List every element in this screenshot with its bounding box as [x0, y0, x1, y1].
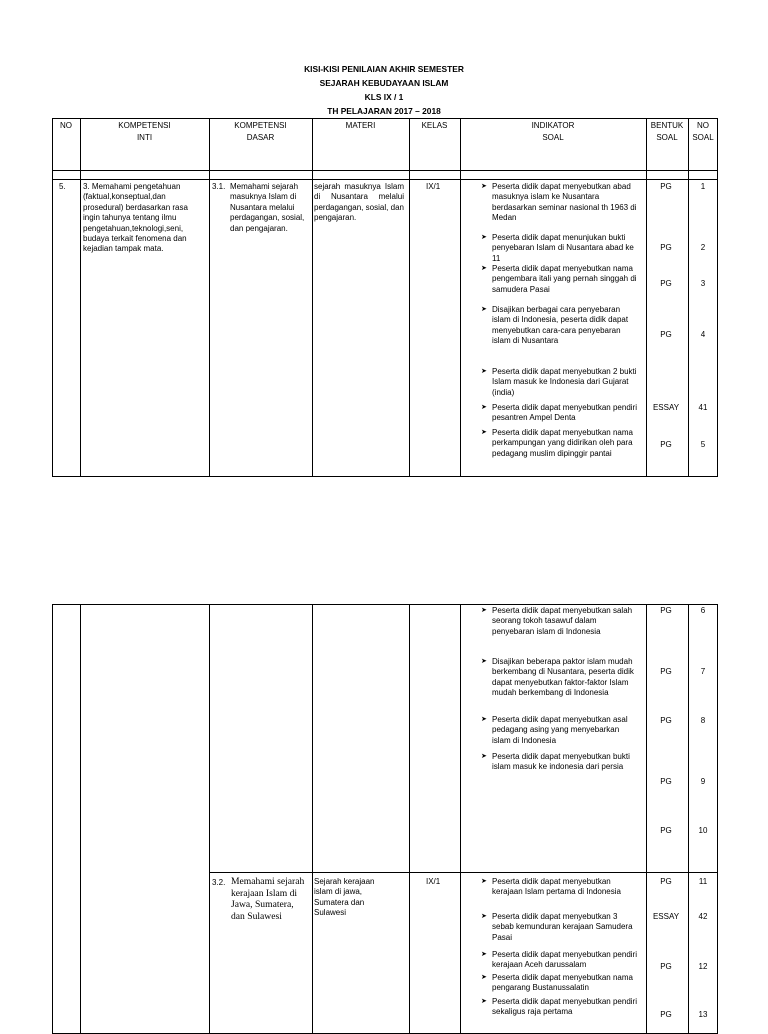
indicator-item: ➤ Peserta didik dapat menyebutkan pendiri sekaligus raja pertama	[481, 997, 637, 1017]
header-year: TH PELAJARAN 2017 – 2018	[327, 106, 441, 116]
row3-kelas: IX/1	[426, 877, 441, 886]
indicator-item: ➤ Disajikan berbagai cara penyebaran islam di Indonesia, peserta didik dapat menyebutkan cara-cara penyebaran islam di Nusantara	[481, 305, 629, 346]
row3-materi: Sejarah kerajaan islam di jawa, Sumatera dan Sulawesi	[314, 877, 375, 918]
indicator-item: ➤ Peserta didik dapat menyebutkan nama pengarang Bustanussalatin	[481, 973, 633, 993]
no-soal: 13	[698, 1010, 708, 1019]
indicator-item: ➤ Peserta didik dapat menyebutkan nama pengembara itali yang pernah singgah di samudera Pasai	[481, 264, 637, 294]
bentuk-soal: PG	[660, 243, 672, 252]
bentuk-soal: PG	[660, 667, 672, 676]
row1-kompetensi-inti: 3. Memahami pengetahuan (faktual,konseptual,dan prosedural) berdasarkan rasa ingin tahunya tentang ilmu pengetahuan,teknologi,seni, budaya terkait fenomena dan kejadian tampak mata.	[83, 182, 188, 254]
indicator-item: ➤ Peserta didik dapat menunjukan bukti penyebaran Islam di Nusantara abad ke 11	[481, 233, 634, 263]
no-soal: 1	[700, 182, 706, 191]
bentuk-soal: ESSAY	[652, 403, 680, 412]
row1-kelas: IX/1	[426, 182, 441, 191]
no-soal: 9	[700, 777, 706, 786]
col-header-materi: MATERI	[345, 121, 376, 130]
row3-kompetensi-dasar: Memahami sejarah kerajaan Islam di Jawa, Sumatera, dan Sulawesi	[231, 876, 305, 922]
bentuk-soal: PG	[660, 877, 672, 886]
header-class: KLS IX / 1	[364, 92, 404, 102]
row1-kd-number: 3.1.	[212, 182, 226, 191]
row3-kd-number: 3.2.	[212, 878, 226, 887]
indicator-item: ➤ Peserta didik dapat menyebutkan kerajaan Islam pertama di Indonesia	[481, 877, 621, 897]
no-soal: 10	[698, 826, 708, 835]
header-subject: SEJARAH KEBUDAYAAN ISLAM	[319, 78, 449, 88]
no-soal: 12	[698, 962, 708, 971]
bentuk-soal: PG	[660, 182, 672, 191]
header-title: KISI-KISI PENILAIAN AKHIR SEMESTER	[304, 64, 464, 74]
bentuk-soal: PG	[660, 606, 672, 615]
bentuk-soal: PG	[660, 279, 672, 288]
bentuk-soal: PG	[660, 716, 672, 725]
no-soal: 6	[700, 606, 706, 615]
no-soal: 4	[700, 330, 706, 339]
bentuk-soal: PG	[660, 440, 672, 449]
no-soal: 8	[700, 716, 706, 725]
bentuk-soal: PG	[660, 962, 672, 971]
indicator-item: ➤ Peserta didik dapat menyebutkan 2 bukti Islam masuk ke Indonesia dari Gujarat (india)	[481, 367, 637, 397]
col-header-no-soal: NO SOAL	[692, 121, 714, 142]
indicator-item: ➤ Peserta didik dapat menyebutkan 3 sebab kemunduran kerajaan Samudera Pasai	[481, 912, 633, 942]
col-header-bentuk-soal: BENTUK SOAL	[650, 121, 684, 142]
indicator-item: ➤ Peserta didik dapat menyebutkan asal pedagang asing yang menyebarkan islam di Indonesia	[481, 715, 628, 745]
col-header-kompetensi-dasar: KOMPETENSI DASAR	[234, 121, 287, 142]
no-soal: 7	[700, 667, 706, 676]
col-header-no: NO	[60, 121, 72, 130]
bentuk-soal: PG	[660, 330, 672, 339]
col-header-kelas: KELAS	[421, 121, 448, 130]
indicator-item: ➤ Peserta didik dapat menyebutkan abad masuknya islam ke Nusantara berdasarkan seminar nasional th 1963 di Medan	[481, 182, 637, 223]
no-soal: 2	[700, 243, 706, 252]
row1-materi: sejarah masuknya Islam di Nusantara melalui perdagangan, sosial, dan pengajaran.	[314, 182, 404, 223]
indicator-item: ➤ Peserta didik dapat menyebutkan pendiri kerajaan Aceh darussalam	[481, 950, 637, 970]
col-header-indikator: INDIKATOR SOAL	[531, 121, 575, 142]
bentuk-soal: PG	[660, 826, 672, 835]
no-soal: 42	[698, 912, 708, 921]
col-header-kompetensi-inti: KOMPETENSI INTI	[118, 121, 171, 142]
indicator-item: ➤ Peserta didik dapat menyebutkan salah seorang tokoh tasawuf dalam penyebaran islam di Indonesia	[481, 606, 633, 636]
no-soal: 11	[698, 877, 708, 886]
bentuk-soal: ESSAY	[652, 912, 680, 921]
indicator-item: ➤ Disajikan beberapa paktor islam mudah berkembang di Nusantara, peserta didik dapat menyebutkan faktor-faktor Islam mudah berkembang di Indonesia	[481, 657, 634, 698]
indicator-item: ➤ Peserta didik dapat menyebutkan bukti islam masuk ke indonesia dari persia	[481, 752, 630, 772]
bentuk-soal: PG	[660, 777, 672, 786]
row1-kompetensi-dasar: Memahami sejarah masuknya Islam di Nusantara melalui perdagangan, sosial, dan pengajaran.	[230, 182, 305, 233]
no-soal: 41	[698, 403, 708, 412]
document-header	[0, 62, 768, 118]
row1-no: 5.	[59, 182, 66, 191]
indicator-item: ➤ Peserta didik dapat menyebutkan pendiri pesantren Ampel Denta	[481, 403, 637, 423]
no-soal: 5	[700, 440, 706, 449]
no-soal: 3	[700, 279, 706, 288]
bentuk-soal: PG	[660, 1010, 672, 1019]
indicator-item: ➤ Peserta didik dapat menyebutkan nama perkampungan yang didirikan oleh para pedagang muslim dipinggir pantai	[481, 428, 633, 458]
